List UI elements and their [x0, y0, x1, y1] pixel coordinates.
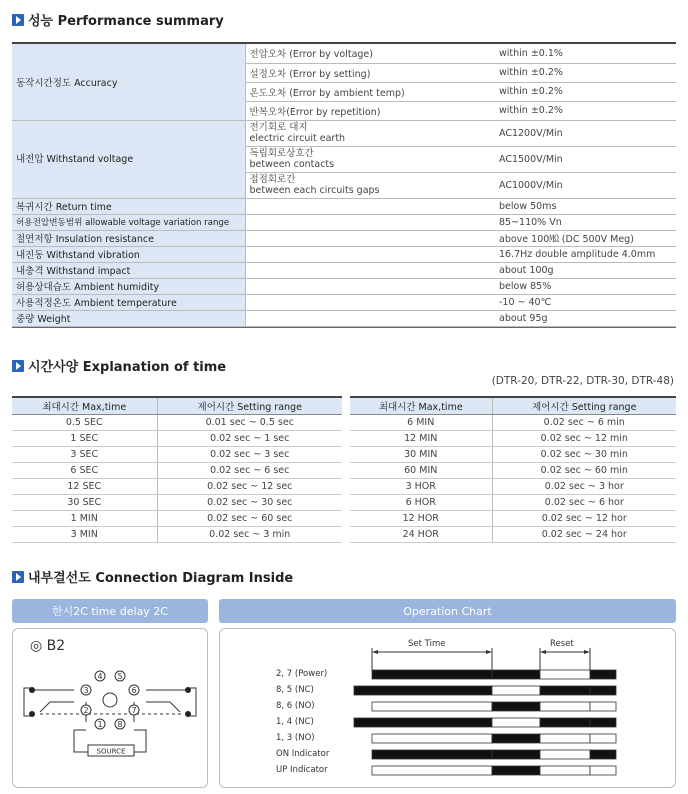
chart-panel-title: Operation Chart [219, 599, 676, 623]
time-table-right: 최대시간 Max,time 제어시간 Setting range 6 MIN 0.02 sec ~ 6 min 12 MIN 0.02 sec ~ 12 min 30 MIN 0.02 sec ~ 30 min 60 MIN 0.02 sec ~ 60 min 3 HOR 0.02 sec ~ 3 hor 6 HOR 0.02 sec ~ 6 hor 12 HOR 0.02 sec ~ 12 hor 24 HOR 0.02 sec ~ 24 hor [350, 396, 676, 543]
signal-segment [540, 766, 590, 775]
pin-6: 6 [131, 686, 137, 695]
signal-segment [540, 686, 590, 695]
signal-segment [372, 766, 492, 775]
table-row: 60 MIN 0.02 sec ~ 60 min [350, 462, 676, 478]
table-row: 내충격 Withstand impact about 100g [12, 262, 676, 278]
wiring-panel-title: 한시2C time delay 2C [12, 599, 208, 623]
signal-segment [372, 670, 492, 679]
table-row: 허용상대습도 Ambient humidity below 85% [12, 278, 676, 294]
table-row: 복귀시간 Return time below 50ms [12, 198, 676, 214]
section-arrow-icon [12, 360, 24, 372]
model-label: ◎ B2 [30, 638, 66, 654]
signal-label: 1, 3 (NO) [276, 733, 315, 743]
signal-segment [540, 670, 590, 679]
table-row: 3 SEC 0.02 sec ~ 3 sec [12, 446, 342, 462]
set-time-label: Set Time [408, 639, 446, 649]
signal-segment [590, 702, 616, 711]
table-row: 중량 Weight about 95g [12, 310, 676, 326]
signal-segment [540, 734, 590, 743]
table-row: 반복오차(Error by repetition) within ±0.2% [12, 101, 676, 120]
signal-segment [492, 766, 540, 775]
table-row: 24 HOR 0.02 sec ~ 24 hor [350, 526, 676, 542]
signal-segment [492, 718, 540, 727]
signal-segment [540, 750, 590, 759]
signal-label: 1, 4 (NC) [276, 717, 314, 727]
source-label: SOURCE [96, 747, 126, 756]
withstand-label: 내전압 Withstand voltage [12, 120, 245, 198]
table-row: 30 SEC 0.02 sec ~ 30 sec [12, 494, 342, 510]
performance-section-title: 성능 Performance summary [12, 10, 224, 29]
table-row: 동작시간정도 Accuracy 전압오차 (Error by voltage) within ±0.1% [12, 44, 676, 63]
table-row: 12 SEC 0.02 sec ~ 12 sec [12, 478, 342, 494]
table-row: 3 HOR 0.02 sec ~ 3 hor [350, 478, 676, 494]
table-row: 절연저항 Insulation resistance above 100㏁ (DC 500V Meg) [12, 230, 676, 246]
signal-segment [540, 702, 590, 711]
signal-segment [354, 686, 492, 695]
signal-label: 2, 7 (Power) [276, 669, 328, 679]
table-row: 6 MIN 0.02 sec ~ 6 min [350, 414, 676, 430]
pin-3: 3 [83, 686, 89, 695]
signal-label: 8, 5 (NC) [276, 685, 314, 695]
table-row: 3 MIN 0.02 sec ~ 3 min [12, 526, 342, 542]
wiring-diagram [16, 660, 206, 784]
pin-7: 7 [131, 706, 137, 715]
performance-table [12, 42, 676, 328]
signal-segment [590, 686, 616, 695]
table-row: 12 HOR 0.02 sec ~ 12 hor [350, 510, 676, 526]
signal-segment [492, 734, 540, 743]
table-row: 1 MIN 0.02 sec ~ 60 sec [12, 510, 342, 526]
section-arrow-icon [12, 14, 24, 26]
table-row: 12 MIN 0.02 sec ~ 12 min [350, 430, 676, 446]
signal-label: 8, 6 (NO) [276, 701, 315, 711]
pin-2: 2 [83, 706, 89, 715]
signal-segment [590, 750, 616, 759]
pin-5: 5 [117, 672, 123, 681]
signal-segment [492, 686, 540, 695]
signal-segment [354, 718, 492, 727]
table-row: 설정오차 (Error by setting) within ±0.2% [12, 63, 676, 82]
table-row: 접점회로간 between each circuits gaps AC1000V/Min [12, 172, 676, 198]
signal-segment [590, 670, 616, 679]
table-row: 6 HOR 0.02 sec ~ 6 hor [350, 494, 676, 510]
signal-segment [590, 766, 616, 775]
section-arrow-icon [12, 571, 24, 583]
table-row: 30 MIN 0.02 sec ~ 30 min [350, 446, 676, 462]
signal-segment [492, 702, 540, 711]
accuracy-label: 동작시간정도 Accuracy [12, 44, 245, 120]
pin-8: 8 [117, 720, 123, 729]
signal-segment [372, 750, 492, 759]
time-table-left: 최대시간 Max,time 제어시간 Setting range 0.5 SEC 0.01 sec ~ 0.5 sec 1 SEC 0.02 sec ~ 1 sec 3 SEC 0.02 sec ~ 3 sec 6 SEC 0.02 sec ~ 6 sec 12 SEC 0.02 sec ~ 12 sec 30 SEC 0.02 sec ~ 30 sec 1 MIN 0.02 sec ~ 60 sec 3 MIN 0.02 sec ~ 3 min [12, 396, 342, 543]
table-row: 1 SEC 0.02 sec ~ 1 sec [12, 430, 342, 446]
model-note: (DTR-20, DTR-22, DTR-30, DTR-48) [491, 375, 674, 387]
time-section-title: 시간사양 Explanation of time [12, 356, 226, 375]
signal-segment [590, 718, 616, 727]
signal-segment [372, 734, 492, 743]
table-row: 온도오차 (Error by ambient temp) within ±0.2% [12, 82, 676, 101]
signal-segment [540, 718, 590, 727]
pin-4: 4 [97, 672, 103, 681]
signal-label: UP Indicator [276, 765, 328, 775]
table-row: 내전압 Withstand voltage 전기회로 대지 electric circuit earth AC1200V/Min [12, 120, 676, 146]
signal-label: ON Indicator [276, 749, 330, 759]
operation-chart [340, 642, 640, 782]
table-row: 6 SEC 0.02 sec ~ 6 sec [12, 462, 342, 478]
table-row: 사용적정온도 Ambient temperature -10 ~ 40℃ [12, 294, 676, 310]
pin-1: 1 [97, 720, 103, 729]
signal-segment [492, 750, 540, 759]
table-row: 독립회로상호간 between contacts AC1500V/Min [12, 146, 676, 172]
table-row: 허용전압변동범위 allowable voltage variation range 85~110% Vn [12, 214, 676, 230]
table-row: 내진동 Withstand vibration 16.7Hz double amplitude 4.0mm [12, 246, 676, 262]
diagram-section-title: 내부결선도 Connection Diagram Inside [12, 567, 293, 586]
reset-label: Reset [550, 639, 574, 649]
table-row: 0.5 SEC 0.01 sec ~ 0.5 sec [12, 414, 342, 430]
signal-segment [492, 670, 540, 679]
signal-segment [590, 734, 616, 743]
signal-segment [372, 702, 492, 711]
